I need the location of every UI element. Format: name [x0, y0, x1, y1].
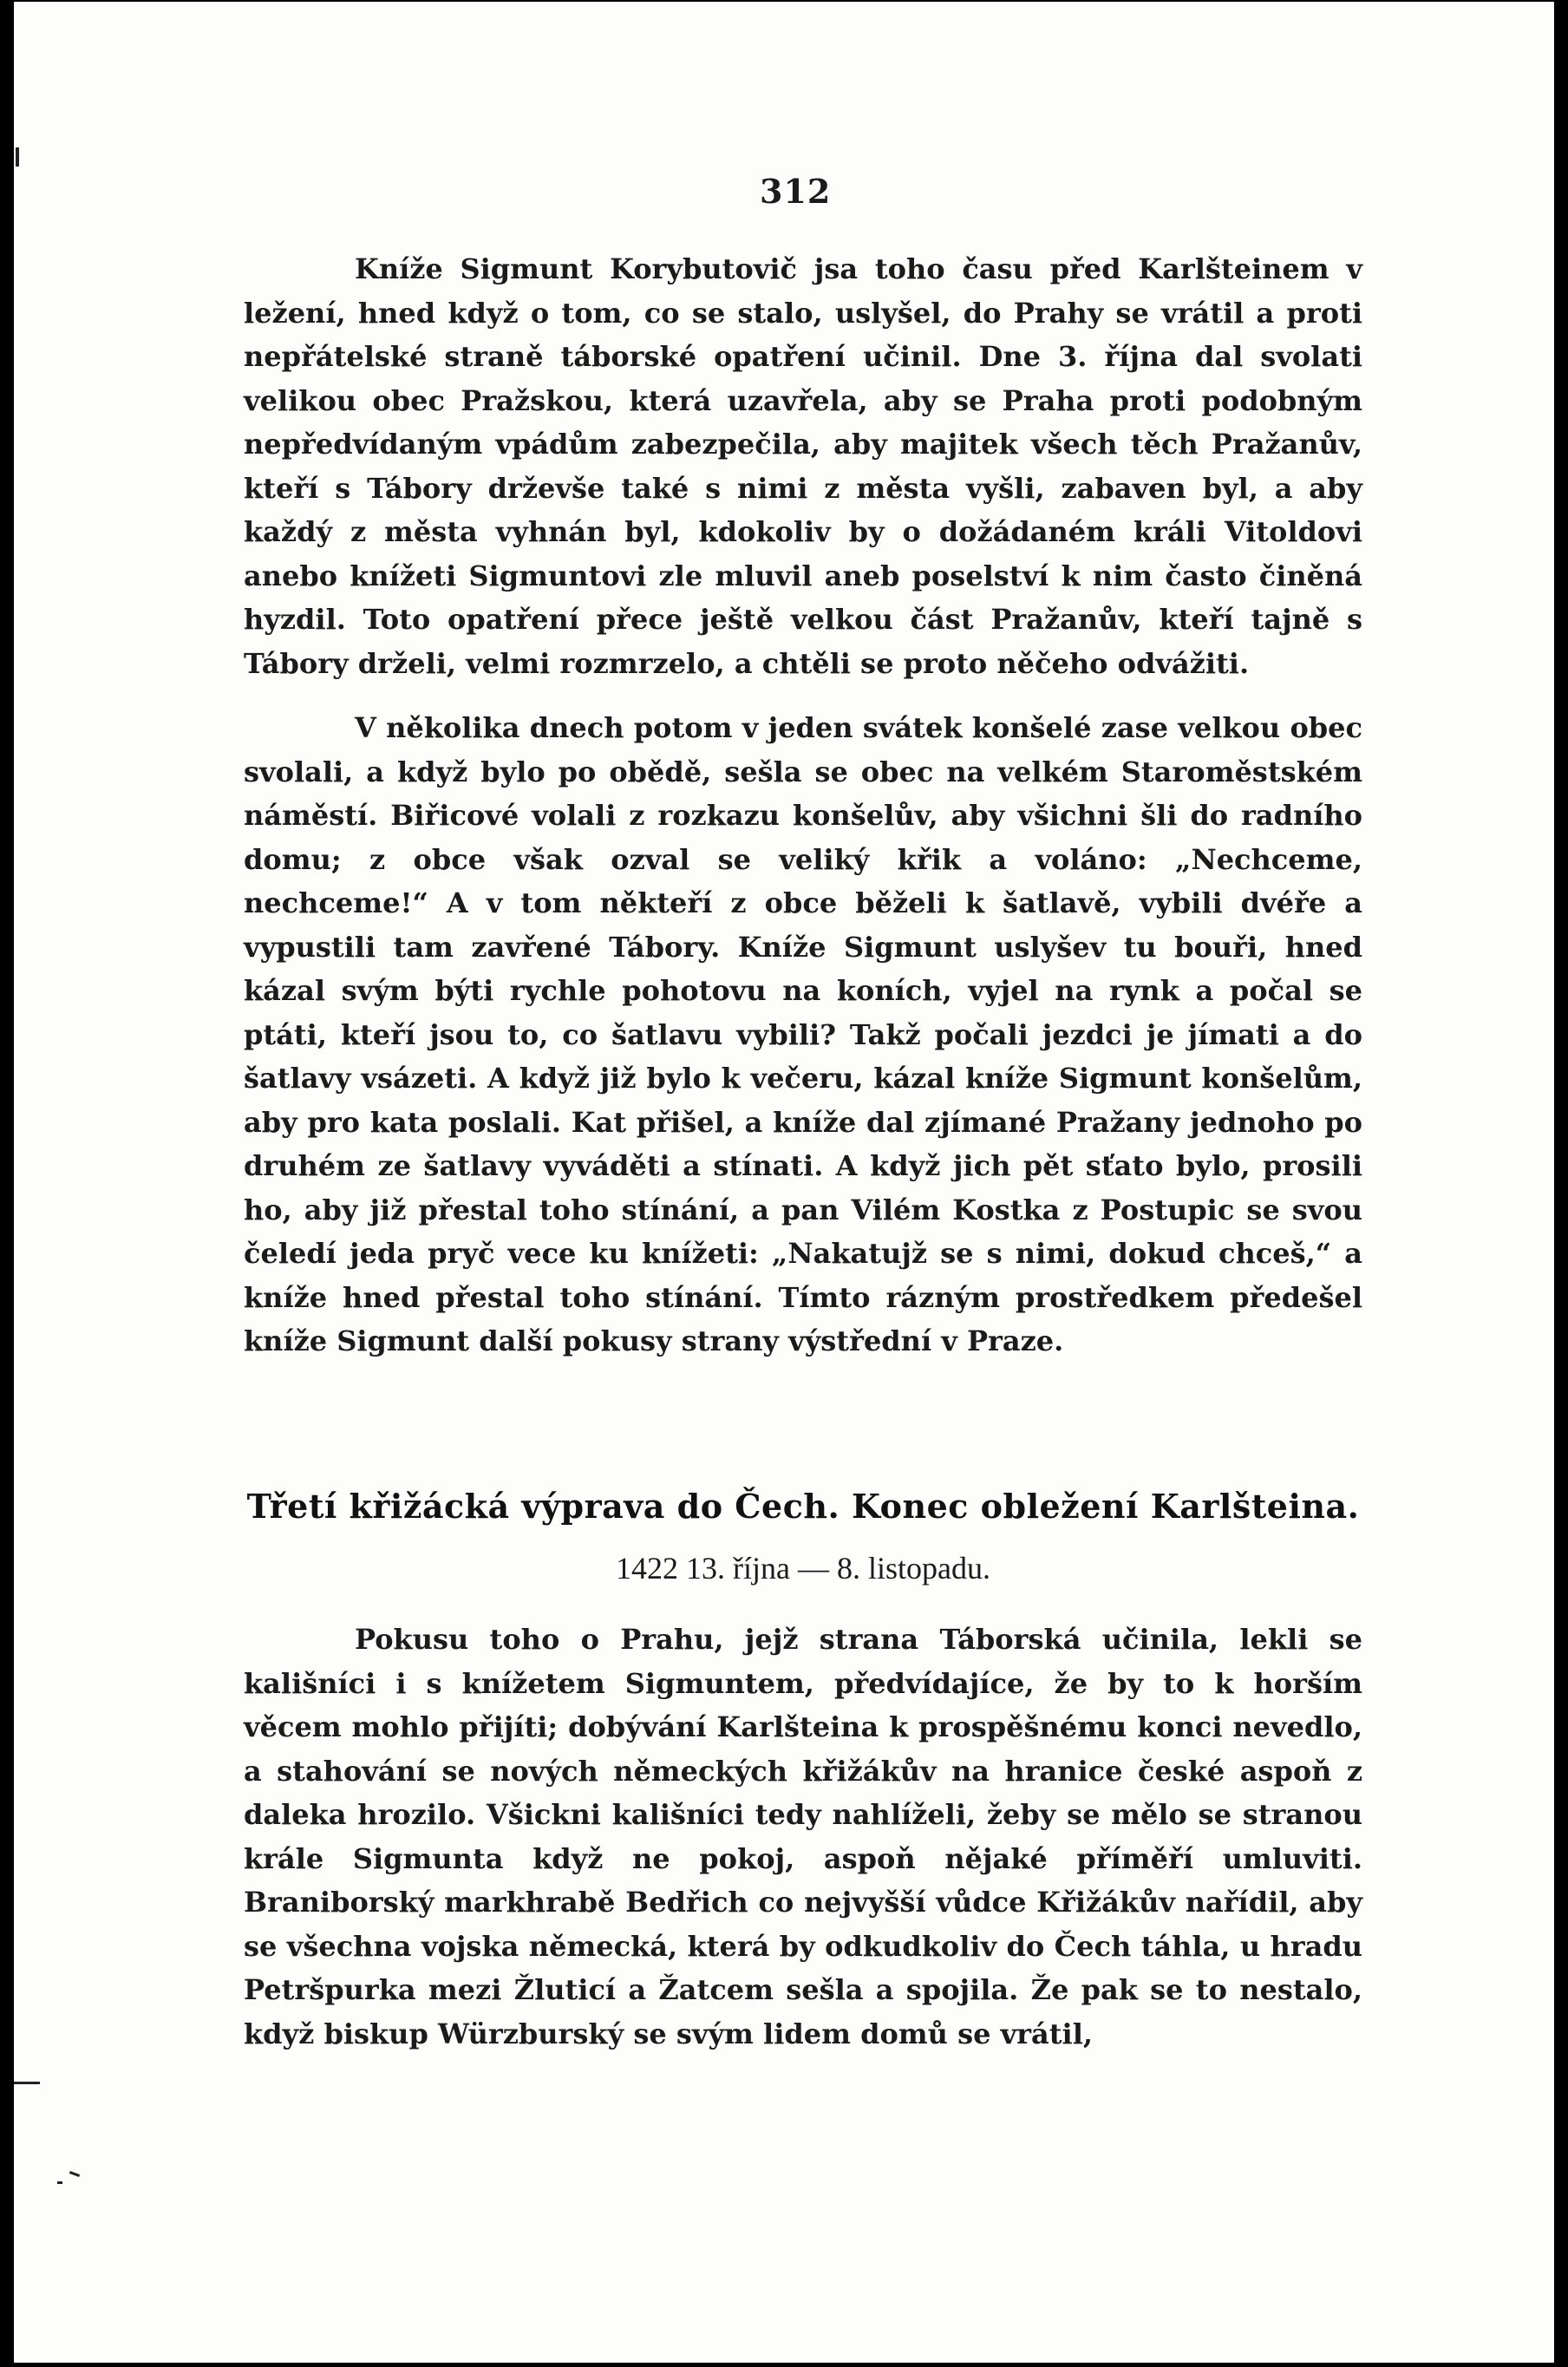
paragraph-1: Kníže Sigmunt Korybutovič jsa toho času před Karlšteinem v ležení, hned když o tom, co se stalo, uslyšel, do Prahy se vrátil a proti nepřátelské straně táborské opatření učinil. Dne 3. října dal svolati velikou obec Pražskou, která uzavřela, aby se Praha proti podobným nepředvídaným vpádům zabezpečila, aby majitek všech těch Pražanův, kteří s Tábory drževše také s nimi z města vyšli, zabaven byl, a aby každý z města vyhnán byl, kdokoliv by o dožádaném králi Vitoldovi anebo knížeti Sigmuntovi zle mluvil aneb poselství k nim často činěná hyzdil. Toto opatření přece ještě velkou část Pražanův, kteří tajně s Tábory drželi, velmi rozmrzelo, a chtěli se proto něčeho odvážiti. — [244, 252, 1362, 680]
section-dates: 1422 13. října — 8. listopadu. — [616, 1551, 990, 1586]
paragraph-2: V několika dnech potom v jeden svátek konšelé zase velkou obec svolali, a když bylo po obědě, sešla se obec na velkém Staroměstském náměstí. Biřicové volali z rozkazu konšelův, aby všichni šli do radního domu; z obce však ozval se veliký křik a voláno: „Nechceme, nechceme!“ A v tom někteří z obce běželi k šatlavě, vybili dvéře a vypustili tam zavřené Tábory. Kníže Sigmunt uslyšev tu bouři, hned kázal svým býti rychle pohotovu na koních, vyjel na rynk a počal se ptáti, kteří jsou to, co šatlavu vybili? Takž počali jezdci je jímati a do šatlavy vsázeti. A když již bylo k večeru, kázal kníže Sigmunt konšelům, aby pro kata poslali. Kat přišel, a kníže dal zjímané Pražany jednoho po druhém ze šatlavy vyváděti a stínati. A když jich pět sťato bylo, prosili ho, aby již přestal toho stínání, a pan Vilém Kostka z Postupic se svou čeledí jeda pryč vece ku knížeti: „Nakatujž se s nimi, dokud chceš,“ a kníže hned přestal toho stínání. Tímto rázným prostředkem předešel kníže Sigmunt další pokusy strany výstřední v Praze. — [244, 711, 1362, 1357]
page-number: 312 — [760, 172, 832, 211]
paragraph-3: Pokusu toho o Prahu, jejž strana Táborská učinila, lekli se kališníci i s knížetem Sigmuntem, předvídajíce, že by to k horším věcem mohlo přijíti; dobývání Karlšteina k prospěšnému konci nevedlo, a stahování se nových německých křižákův na hranice české aspoň z daleka hrozilo. Všickni kališníci tedy nahlíželi, žeby se mělo se stranou krále Sigmunta když ne pokoj, aspoň nějaké příměří umluviti. Braniborský markhrabě Bedřich co nejvyšší vůdce Křižákův nařídil, aby se všechna vojska německá, která by odkudkoliv do Čech táhla, u hradu Petršpurka mezi Žluticí a Žatcem sešla a spojila. Že pak se to nestalo, když biskup Würzburský se svým lidem domů se vrátil, — [244, 1623, 1362, 2050]
book-page — [14, 2, 1554, 2363]
section-heading: Třetí křižácká výprava do Čech. Konec obležení Karlšteina. — [246, 1487, 1360, 1526]
